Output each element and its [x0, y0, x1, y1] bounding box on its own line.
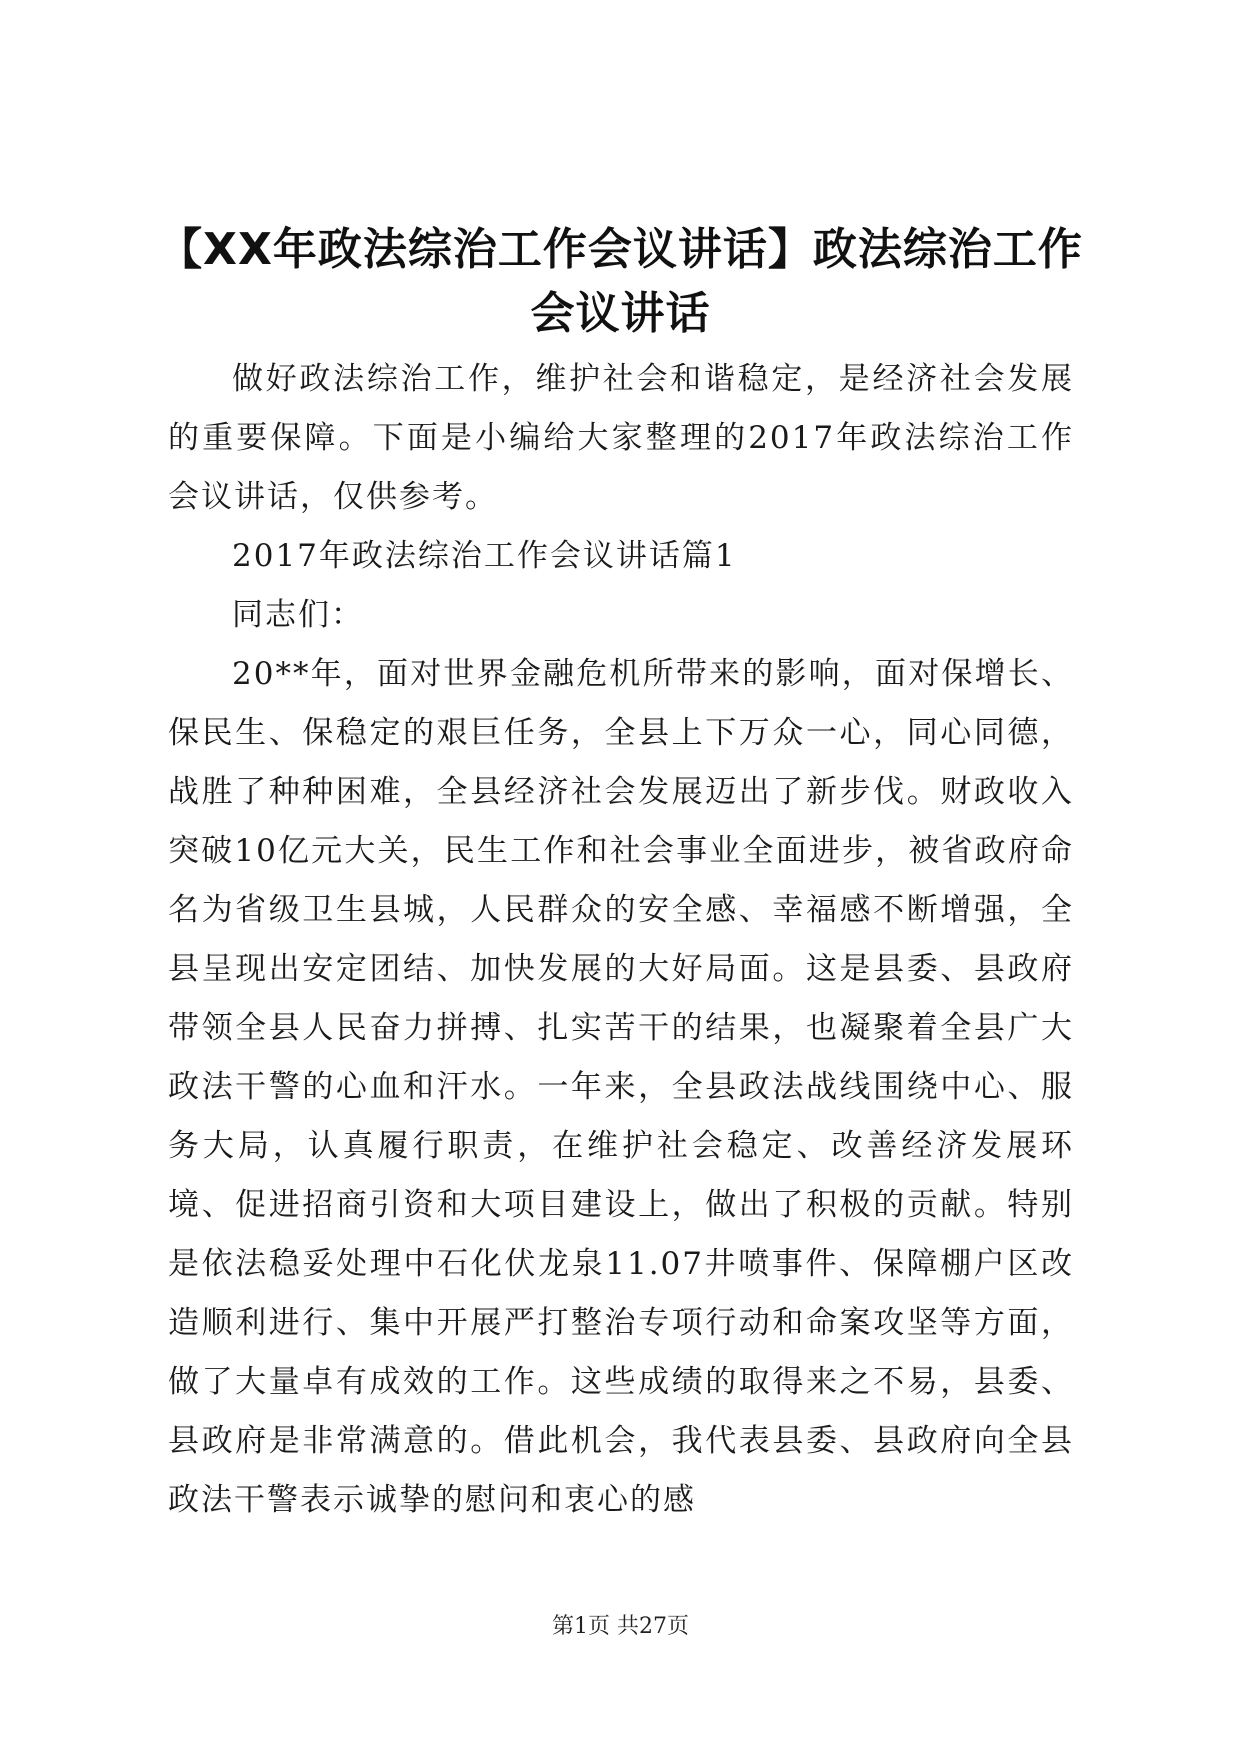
page-footer: 第1页 共27页 [552, 1614, 689, 1639]
section-heading: 2017年政法综治工作会议讲话篇1 [232, 538, 737, 574]
paragraph-intro: 做好政法综治工作，维护社会和谐稳定，是经济社会发展的重要保障。下面是小编给大家整理的2017年政法综治工作会议讲话，仅供参考。 [168, 361, 1074, 515]
document-body [168, 350, 1074, 1530]
paragraph-main: 20**年，面对世界金融危机所带来的影响，面对保增长、保民生、保稳定的艰巨任务，全县上下万众一心，同心同德，战胜了种种困难，全县经济社会发展迈出了新步伐。财政收入突破10亿元大关，民生工作和社会事业全面进步，被省政府命名为省级卫生县城，人民群众的安全感、幸福感不断增强，全县呈现出安定团结、加快发展的大好局面。这是县委、县政府带领全县人民奋力拼搏、扎实苦干的结果，也凝聚着全县广大政法干警的心血和汗水。一年来，全县政法战线围绕中心、服务大局，认真履行职责，在维护社会稳定、改善经济发展环境、促进招商引资和大项目建设上，做出了积极的贡献。特别是依法稳妥处理中石化伏龙泉11.07井喷事件、保障棚户区改造顺利进行、集中开展严打整治专项行动和命案攻坚等方面，做了大量卓有成效的工作。这些成绩的取得来之不易，县委、县政府是非常满意的。借此机会，我代表县委、县政府向全县政法干警表示诚挚的慰问和衷心的感 [168, 656, 1074, 1518]
document-title: 【XX年政法综治工作会议讲话】政法综治工作会议讲话 [158, 224, 1083, 339]
salutation: 同志们： [232, 597, 364, 633]
